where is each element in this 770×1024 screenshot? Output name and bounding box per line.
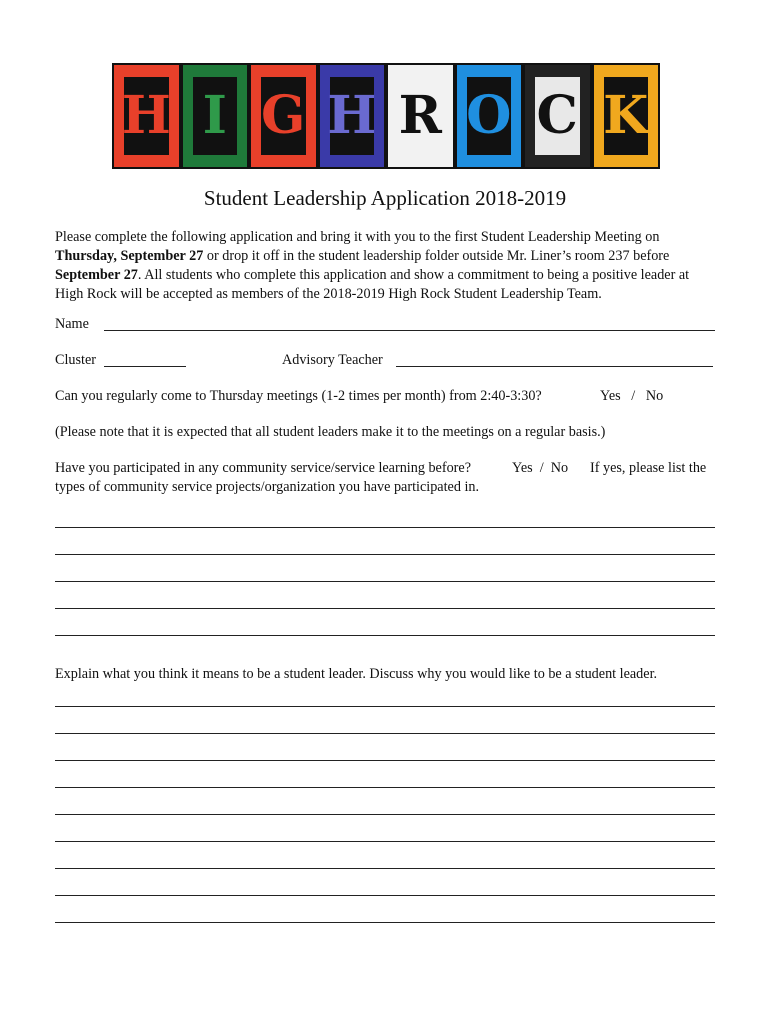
advisory-teacher-field[interactable] [396,366,713,367]
service-answer-line[interactable] [55,554,715,555]
banner-letter: R [398,85,442,146]
meetings-note: (Please note that it is expected that all student leaders make it to the meetings on a regular basis.) [55,424,606,440]
cluster-field[interactable] [104,366,186,367]
banner-letter: H [121,85,171,146]
meetings-yes-no[interactable]: Yes / No [600,388,664,404]
banner-letter: G [261,85,306,146]
banner-tile [181,63,250,169]
cluster-label: Cluster [55,352,96,368]
name-field[interactable] [104,330,715,331]
leader-answer-line[interactable] [55,895,715,896]
banner-letter: I [202,85,227,146]
leader-answer-line[interactable] [55,787,715,788]
leader-answer-line[interactable] [55,868,715,869]
service-answer-line[interactable] [55,581,715,582]
intro-paragraph [55,228,720,304]
banner-tile [523,63,592,169]
service-answer-line[interactable] [55,608,715,609]
intro-text: Please complete the following application and bring it with you to the first Student Leadership Meeting on [55,229,660,245]
banner-tile [249,63,318,169]
banner-letter: C [536,85,578,146]
service-answer-line[interactable] [55,527,715,528]
high-rock-banner [112,63,660,169]
meetings-question: Can you regularly come to Thursday meetings (1-2 times per month) from 2:40-3:30? [55,388,542,404]
leader-answer-line[interactable] [55,760,715,761]
banner-tile [592,63,661,169]
leader-answer-line[interactable] [55,814,715,815]
service-question-line2: types of community service projects/organization you have participated in. [55,479,480,495]
leader-answer-line[interactable] [55,733,715,734]
service-yes-no[interactable]: Yes / No [512,460,569,476]
banner-tile [112,63,181,169]
intro-date: September 27 [55,267,138,283]
service-question: Have you participated in any community service/service learning before? [55,460,471,476]
page-title: Student Leadership Application 2018-2019 [203,186,567,210]
intro-text: . All students who complete this application and show a commitment to being a positive leader at High Rock will be accepted as members of the 2018-2019 High Rock Student Leadership Team. [55,267,690,302]
leader-question: Explain what you think it means to be a student leader. Discuss why you would like to be a student leader. [55,666,658,682]
intro-text: or drop it off in the student leadership folder outside Mr. Liner’s room 237 before [203,248,670,264]
banner-tile [455,63,524,169]
service-question-continued: If yes, please list the [590,460,707,476]
banner-tile [386,63,455,169]
banner-letter: K [603,85,649,146]
service-answer-line[interactable] [55,635,715,636]
advisory-teacher-label: Advisory Teacher [282,352,383,368]
banner-letter: O [466,85,512,146]
name-label: Name [55,316,89,332]
banner-letter: H [327,85,377,146]
leader-answer-line[interactable] [55,841,715,842]
intro-date: Thursday, September 27 [55,248,204,264]
banner-tile [318,63,387,169]
leader-answer-line[interactable] [55,922,715,923]
leader-answer-line[interactable] [55,706,715,707]
